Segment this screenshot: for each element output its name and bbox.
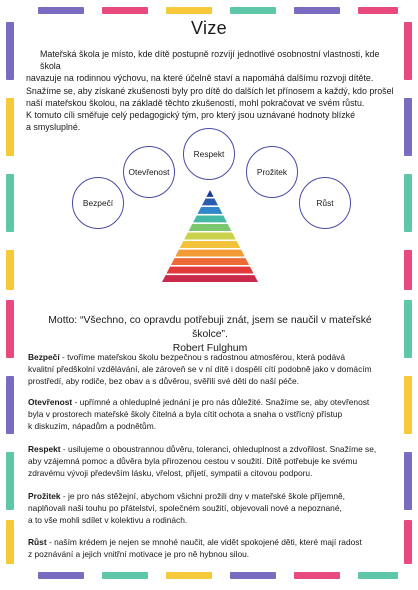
- section-term: Otevřenost: [28, 397, 73, 407]
- pyramid-layer: [184, 233, 236, 240]
- value-circle-respekt: Respekt: [183, 128, 235, 180]
- decor-bar: [6, 98, 14, 156]
- decor-bar: [38, 572, 84, 579]
- intro-line: a smysluplné.: [26, 122, 81, 133]
- section-term: Růst: [28, 537, 47, 547]
- section-line: kvalitní předškolní vzdělávání, ale zároveň se v ní dítě i dospělí cítí podobně jako v domácím: [28, 364, 372, 375]
- pyramid-layer: [175, 250, 244, 257]
- decor-bar: [404, 250, 412, 290]
- intro-line: K tomuto cíli směřuje celý pedagogický tým, pro který jsou uznávané hodnoty blízké: [26, 110, 356, 121]
- pyramid-layer: [180, 241, 240, 248]
- pyramid-layer: [206, 190, 213, 197]
- section-line: a to vše mohli sdílet v kolektivu a rodinách.: [28, 515, 188, 526]
- section-term: Bezpečí: [28, 352, 60, 362]
- section-prozitek: [28, 490, 398, 527]
- section-otevrenost: [28, 396, 398, 433]
- section-line: Otevřenost - upřímné a ohleduplné jednání je pro nás důležité. Snažíme se, aby otevřenost: [28, 397, 370, 407]
- section-line: byla v prostorech mateřské školy čitelná a byla cítit ochota a snaha o vstřícný přístup: [28, 409, 343, 420]
- intro-paragraph: [26, 48, 398, 133]
- intro-line: Mateřská škola je místo, kde dítě postupně rozvíjí jednotlivé osobnostní vlastnosti, kde škola: [40, 49, 380, 72]
- decor-bar: [404, 452, 412, 510]
- decor-bar: [6, 300, 14, 358]
- decor-bar: [404, 376, 412, 434]
- pyramid-layer: [189, 224, 232, 231]
- section-line: Prožitek - je pro nás stěžejní, abychom všichni prožili dny v mateřské škole příjemně,: [28, 491, 345, 501]
- section-respekt: [28, 443, 398, 480]
- page-title: Vize: [191, 18, 227, 38]
- intro-line: naší mateřskou školou, na základě těchto zkušeností, mohl pokračovat ve svém růstu.: [26, 97, 365, 108]
- decor-bar: [6, 376, 14, 434]
- section-bezpeci: [28, 351, 398, 388]
- decor-bar: [404, 98, 412, 156]
- decor-bar: [102, 572, 148, 579]
- intro-line: Snažíme se, aby získané zkušenosti byly pro dítě do dalších let přínosem a každý, kdo prošel: [26, 85, 394, 96]
- pyramid-layer: [198, 207, 223, 214]
- pyramid-layer: [166, 267, 253, 274]
- motto: [30, 314, 390, 356]
- decor-bar: [358, 7, 398, 14]
- pyramid-layer: [162, 275, 258, 282]
- decor-bar: [6, 520, 14, 564]
- value-circle-prozitek: Prožitek: [246, 146, 298, 198]
- section-line: naplňovali naši touhu po přátelství, společném soužití, objevovali nové a nepoznané,: [28, 503, 342, 514]
- value-circle-rust: Růst: [299, 177, 351, 229]
- pyramid-layer: [193, 216, 227, 223]
- decor-bar: [358, 572, 398, 579]
- value-circle-otevrenost: Otevřenost: [123, 146, 175, 198]
- section-line: Bezpečí - tvoříme mateřskou školu bezpečnou s radostnou atmosférou, která podává: [28, 352, 346, 362]
- section-line: aby vzájemná pomoc a důvěra byla přirozenou cestou v soužití. Dítě potřebuje ke svému: [28, 456, 358, 467]
- decor-bar: [230, 572, 276, 579]
- section-line: k diskuzím, nápadům a podnětům.: [28, 421, 157, 432]
- motto-quote: Motto: “Všechno, co opravdu potřebuji znát, jsem se naučil v mateřské školce”.: [48, 315, 372, 340]
- decor-bar: [166, 572, 212, 579]
- section-line: prostředí, aby rodiče, bez obav a s důvěrou, svěřili své děti do naší péče.: [28, 376, 299, 387]
- section-line: Růst - naším krédem je nejen se mnohé naučit, ale vidět spokojené děti, které mají radost: [28, 537, 362, 547]
- decor-bar: [404, 300, 412, 358]
- section-line: zdravému vývoji především lásku, vřelost, přijetí, sympatii a citovou podporu.: [28, 468, 313, 479]
- values-pyramid: [162, 190, 258, 286]
- decor-bar: [6, 174, 14, 232]
- section-term: Respekt: [28, 444, 61, 454]
- decor-bar: [6, 452, 14, 510]
- motto-author: Robert Fulghum: [172, 343, 248, 354]
- value-circle-bezpeci: Bezpečí: [72, 177, 124, 229]
- section-rust: [28, 536, 398, 560]
- decor-bar: [294, 572, 340, 579]
- pyramid-layer: [171, 258, 249, 265]
- section-line: Respekt - usilujeme o oboustrannou důvěru, toleranci, ohleduplnost a zdvořilost. Snažíme se,: [28, 444, 377, 454]
- decor-bar: [6, 250, 14, 290]
- decor-bar: [404, 174, 412, 232]
- section-line: z poznávání a jejich vnitřní motivace je pro ně hybnou silou.: [28, 549, 250, 560]
- decor-bar: [230, 7, 276, 14]
- decor-bar: [102, 7, 148, 14]
- intro-line: navazuje na rodinnou výchovu, na které účelně staví a napomáhá dalšímu rozvoji dítěte.: [26, 73, 374, 84]
- decor-bar: [166, 7, 212, 14]
- decor-bar: [404, 520, 412, 564]
- decor-bar: [294, 7, 340, 14]
- decor-bar: [38, 7, 84, 14]
- section-term: Prožitek: [28, 491, 61, 501]
- pyramid-layer: [202, 199, 218, 206]
